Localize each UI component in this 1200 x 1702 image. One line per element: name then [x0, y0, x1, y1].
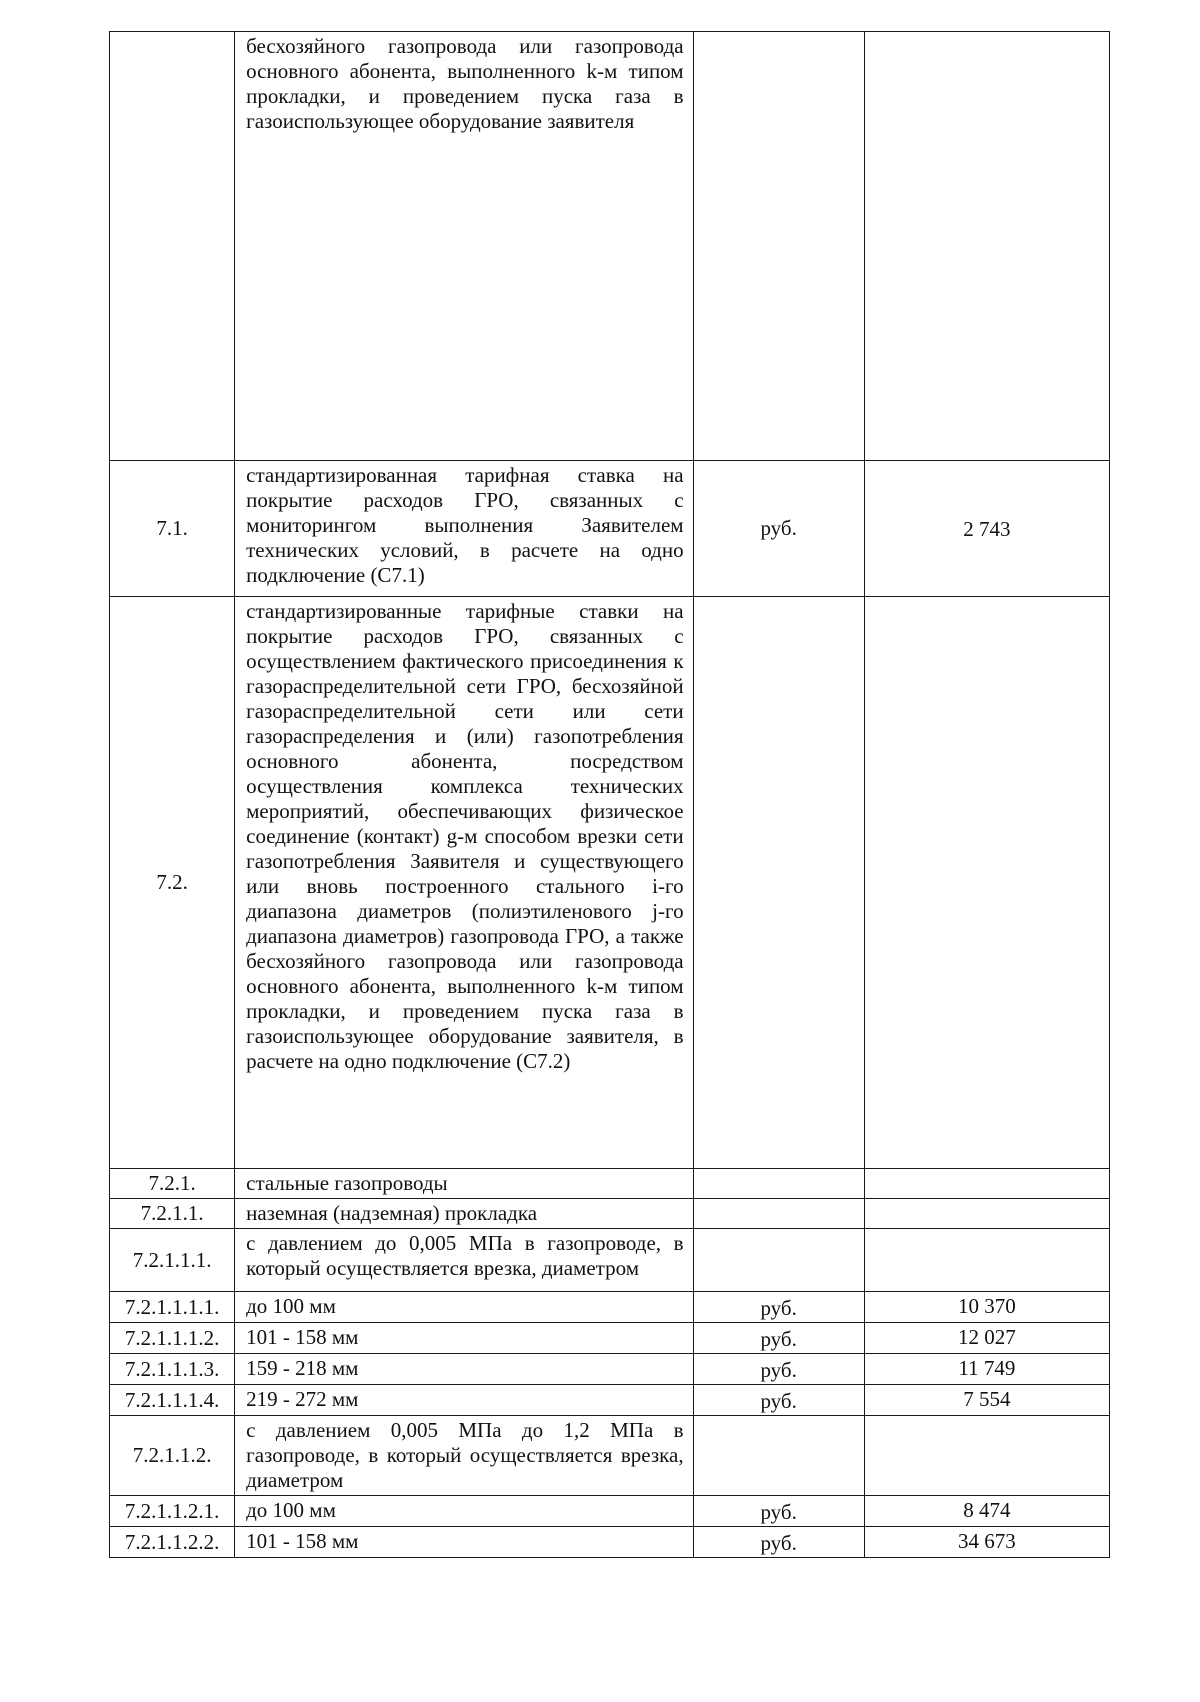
table-row	[110, 1199, 1110, 1229]
row-unit: руб.	[693, 461, 864, 597]
row-unit: руб.	[693, 1496, 864, 1527]
table-row	[110, 1323, 1110, 1354]
table-row	[110, 1527, 1110, 1558]
row-number: 7.2.1.1.2.	[110, 1416, 235, 1496]
table-row	[110, 1354, 1110, 1385]
row-description: 101 - 158 мм	[235, 1527, 693, 1558]
table-row	[110, 1496, 1110, 1527]
row-value	[864, 1229, 1109, 1292]
table-row	[110, 1169, 1110, 1199]
row-description: стандартизированные тарифные ставки на покрытие расходов ГРО, связанных с осуществлением фактического присоединения к газораспределительной сети ГРО, бесхозяйной газораспределительной сети или сети газораспределения и (или) газопотребления основного абонента, посредством осуществления комплекса технических мероприятий, обеспечивающих физическое соединение (контакт) g-м способом врезки сети газопотребления Заявителя и существующего или вновь построенного стального i-го диапазона диаметров (полиэтиленового j-го диапазона диаметров) газопровода ГРО, а также бесхозяйного газопровода или газопровода основного абонента, выполненного k-м типом прокладки, и проведением пуска газа в газоиспользующее оборудование заявителя, в расчете на одно подключение (С7.2)	[235, 597, 693, 1169]
table-row	[110, 1229, 1110, 1292]
row-value: 2 743	[864, 461, 1109, 597]
row-number: 7.1.	[110, 461, 235, 597]
row-unit	[693, 1169, 864, 1199]
row-description: с давлением 0,005 МПа до 1,2 МПа в газопроводе, в который осуществляется врезка, диаметром	[235, 1416, 693, 1496]
row-unit	[693, 32, 864, 461]
table-row	[110, 597, 1110, 1169]
table-row	[110, 461, 1110, 597]
row-value: 11 749	[864, 1354, 1109, 1385]
row-number: 7.2.	[110, 597, 235, 1169]
row-unit: руб.	[693, 1385, 864, 1416]
row-number: 7.2.1.1.1.1.	[110, 1292, 235, 1323]
row-value	[864, 32, 1109, 461]
table-row	[110, 1416, 1110, 1496]
row-value: 7 554	[864, 1385, 1109, 1416]
row-number: 7.2.1.	[110, 1169, 235, 1199]
row-description: стандартизированная тарифная ставка на покрытие расходов ГРО, связанных с мониторингом выполнения Заявителем технических условий, в расчете на одно подключение (С7.1)	[235, 461, 693, 597]
row-description: до 100 мм	[235, 1292, 693, 1323]
row-value: 10 370	[864, 1292, 1109, 1323]
table-row	[110, 32, 1110, 461]
row-description: стальные газопроводы	[235, 1169, 693, 1199]
row-unit: руб.	[693, 1527, 864, 1558]
row-unit: руб.	[693, 1323, 864, 1354]
row-number: 7.2.1.1.1.	[110, 1229, 235, 1292]
row-value: 12 027	[864, 1323, 1109, 1354]
row-number: 7.2.1.1.2.2.	[110, 1527, 235, 1558]
row-unit	[693, 597, 864, 1169]
row-description: бесхозяйного газопровода или газопровода основного абонента, выполненного k-м типом прокладки, и проведением пуска газа в газоиспользующее оборудование заявителя	[235, 32, 693, 461]
row-value: 8 474	[864, 1496, 1109, 1527]
row-unit	[693, 1229, 864, 1292]
row-description: до 100 мм	[235, 1496, 693, 1527]
row-number: 7.2.1.1.1.3.	[110, 1354, 235, 1385]
row-value	[864, 597, 1109, 1169]
tariff-table	[109, 31, 1110, 1558]
row-value: 34 673	[864, 1527, 1109, 1558]
row-value	[864, 1416, 1109, 1496]
row-number: 7.2.1.1.2.1.	[110, 1496, 235, 1527]
row-number: 7.2.1.1.1.4.	[110, 1385, 235, 1416]
row-unit	[693, 1416, 864, 1496]
table-row	[110, 1385, 1110, 1416]
table-row	[110, 1292, 1110, 1323]
row-description: с давлением до 0,005 МПа в газопроводе, в который осуществляется врезка, диаметром	[235, 1229, 693, 1292]
row-description: наземная (надземная) прокладка	[235, 1199, 693, 1229]
row-number: 7.2.1.1.1.2.	[110, 1323, 235, 1354]
row-unit: руб.	[693, 1292, 864, 1323]
row-description: 219 - 272 мм	[235, 1385, 693, 1416]
row-unit	[693, 1199, 864, 1229]
row-number: 7.2.1.1.	[110, 1199, 235, 1229]
row-description: 159 - 218 мм	[235, 1354, 693, 1385]
row-value	[864, 1169, 1109, 1199]
row-description: 101 - 158 мм	[235, 1323, 693, 1354]
row-number	[110, 32, 235, 461]
row-value	[864, 1199, 1109, 1229]
row-unit: руб.	[693, 1354, 864, 1385]
